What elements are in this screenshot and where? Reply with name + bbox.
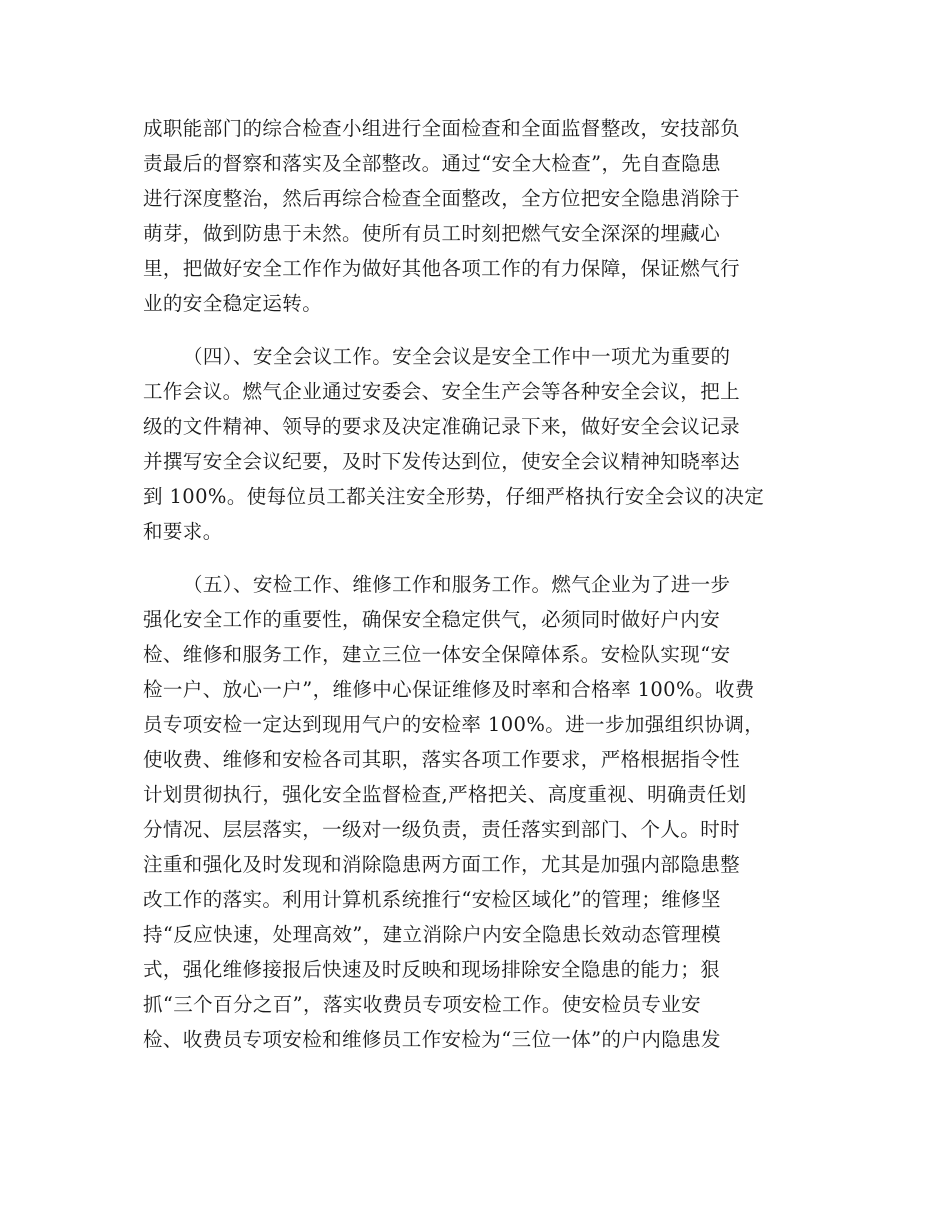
text-line: 计划贯彻执行，强化安全监督检查,严格把关、高度重视、明确责任划 [143,783,747,806]
text-line: 级的文件精神、领导的要求及决定准确记录下来，做好安全会议记录 [143,415,741,438]
text-line: 员专项安检一定达到现用气户的安检率 100%。进一步加强组织协调， [143,713,765,736]
paragraph-safety-meetings [143,339,803,549]
text-line: （四）、安全会议工作。安全会议是安全工作中一项尤为重要的 [183,345,731,368]
text-line: （五）、安检工作、维修工作和服务工作。燃气企业为了进一步 [183,573,731,596]
text-line: 注重和强化及时发现和消除隐患两方面工作，尤其是加强内部隐患整 [143,853,741,876]
text-line: 业的安全稳定运转。 [143,292,323,315]
text-line: 进行深度整治，然后再综合检查全面整改，全方位把安全隐患消除于 [143,187,741,210]
text-line: 工作会议。燃气企业通过安委会、安全生产会等各种安全会议，把上 [143,380,741,403]
text-line: 里，把做好安全工作作为做好其他各项工作的有力保障，保证燃气行 [143,257,741,280]
text-line: 强化安全工作的重要性，确保安全稳定供气，必须同时做好户内安 [143,608,721,631]
text-line: 责最后的督察和落实及全部整改。通过“安全大检查”，先自查隐患 [143,152,721,175]
text-line: 使收费、维修和安检各司其职，落实各项工作要求，严格根据指令性 [143,748,741,771]
text-line: 式，强化维修接报后快速及时反映和现场排除安全隐患的能力；狠 [143,958,721,981]
paragraph-inspection-maintenance-service [143,567,803,1057]
text-line: 改工作的落实。利用计算机系统推行“安检区域化”的管理；维修坚 [143,888,721,911]
text-line: 和要求。 [143,520,223,543]
text-line: 持“反应快速，处理高效”，建立消除户内安全隐患长效动态管理模 [143,923,721,946]
text-line: 萌芽，做到防患于未然。使所有员工时刻把燃气安全深深的埋藏心 [143,222,721,245]
text-line: 检、收费员专项安检和维修员工作安检为“三位一体”的户内隐患发 [143,1028,721,1051]
text-line: 抓“三个百分之百”，落实收费员专项安检工作。使安检员专业安 [143,993,702,1016]
text-line: 并撰写安全会议纪要，及时下发传达到位，使安全会议精神知晓率达 [143,450,741,473]
text-line: 分情况、层层落实，一级对一级负责，责任落实到部门、个人。时时 [143,818,741,841]
text-line: 检、维修和服务工作，建立三位一体安全保障体系。安检队实现“安 [143,643,731,666]
text-line: 检一户、放心一户”，维修中心保证维修及时率和合格率 100%。收费 [143,678,755,701]
paragraph-inspection-continued [143,111,803,321]
text-line: 到 100%。使每位员工都关注安全形势，仔细严格执行安全会议的决定 [143,485,765,508]
text-line: 成职能部门的综合检查小组进行全面检查和全面监督整改，安技部负 [143,117,741,140]
